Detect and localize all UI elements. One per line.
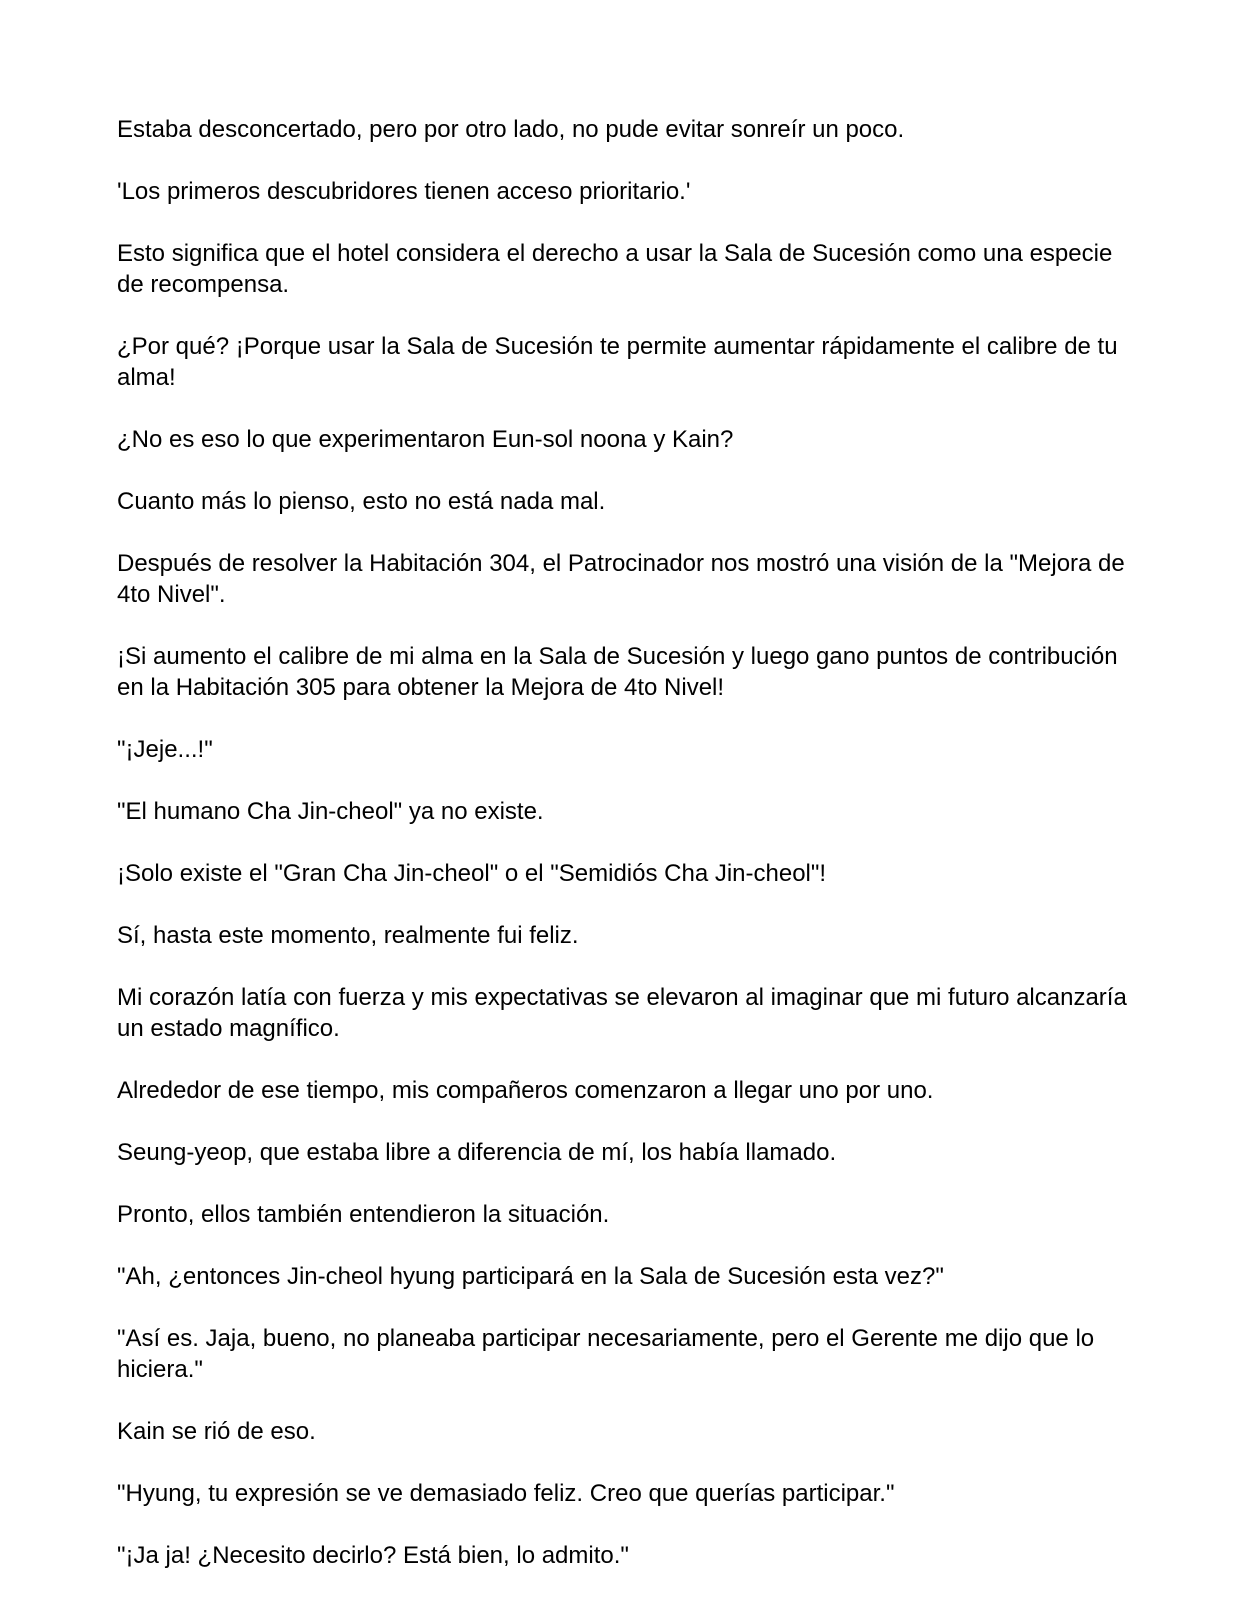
paragraph-14: Alrededor de ese tiempo, mis compañeros comenzaron a llegar uno por uno.	[117, 1077, 934, 1104]
paragraph-13: Mi corazón latía con fuerza y mis expectativas se elevaron al imaginar que mi futuro alcanzaría un estado magnífico.	[117, 984, 1127, 1042]
paragraph-9: "¡Jeje...!"	[117, 736, 213, 763]
paragraph-10: "El humano Cha Jin-cheol" ya no existe.	[117, 798, 544, 825]
paragraph-6: Cuanto más lo pienso, esto no está nada mal.	[117, 488, 606, 515]
paragraph-8: ¡Si aumento el calibre de mi alma en la Sala de Sucesión y luego gano puntos de contribución en la Habitación 305 para obtener la Mejora de 4to Nivel!	[117, 643, 1118, 701]
paragraph-3: Esto significa que el hotel considera el derecho a usar la Sala de Sucesión como una especie de recompensa.	[117, 240, 1113, 298]
paragraph-11: ¡Solo existe el "Gran Cha Jin-cheol" o el "Semidiós Cha Jin-cheol"!	[117, 860, 827, 887]
paragraph-2: 'Los primeros descubridores tienen acceso prioritario.'	[117, 178, 691, 205]
paragraph-16: Pronto, ellos también entendieron la situación.	[117, 1201, 610, 1228]
paragraph-20: "Hyung, tu expresión se ve demasiado feliz. Creo que querías participar."	[117, 1480, 895, 1507]
paragraph-12: Sí, hasta este momento, realmente fui feliz.	[117, 922, 579, 949]
paragraph-15: Seung-yeop, que estaba libre a diferencia de mí, los había llamado.	[117, 1139, 837, 1166]
paragraph-1: Estaba desconcertado, pero por otro lado, no pude evitar sonreír un poco.	[117, 116, 905, 143]
paragraph-21: "¡Ja ja! ¿Necesito decirlo? Está bien, lo admito."	[117, 1542, 629, 1569]
document-body	[117, 114, 1127, 1602]
paragraph-5: ¿No es eso lo que experimentaron Eun-sol noona y Kain?	[117, 426, 734, 453]
paragraph-4: ¿Por qué? ¡Porque usar la Sala de Sucesión te permite aumentar rápidamente el calibre de tu alma!	[117, 333, 1118, 391]
paragraph-7: Después de resolver la Habitación 304, el Patrocinador nos mostró una visión de la "Mejora de 4to Nivel".	[117, 550, 1125, 608]
paragraph-18: "Así es. Jaja, bueno, no planeaba participar necesariamente, pero el Gerente me dijo que lo hiciera."	[117, 1325, 1095, 1383]
paragraph-19: Kain se rió de eso.	[117, 1418, 316, 1445]
paragraph-17: "Ah, ¿entonces Jin-cheol hyung participará en la Sala de Sucesión esta vez?"	[117, 1263, 944, 1290]
